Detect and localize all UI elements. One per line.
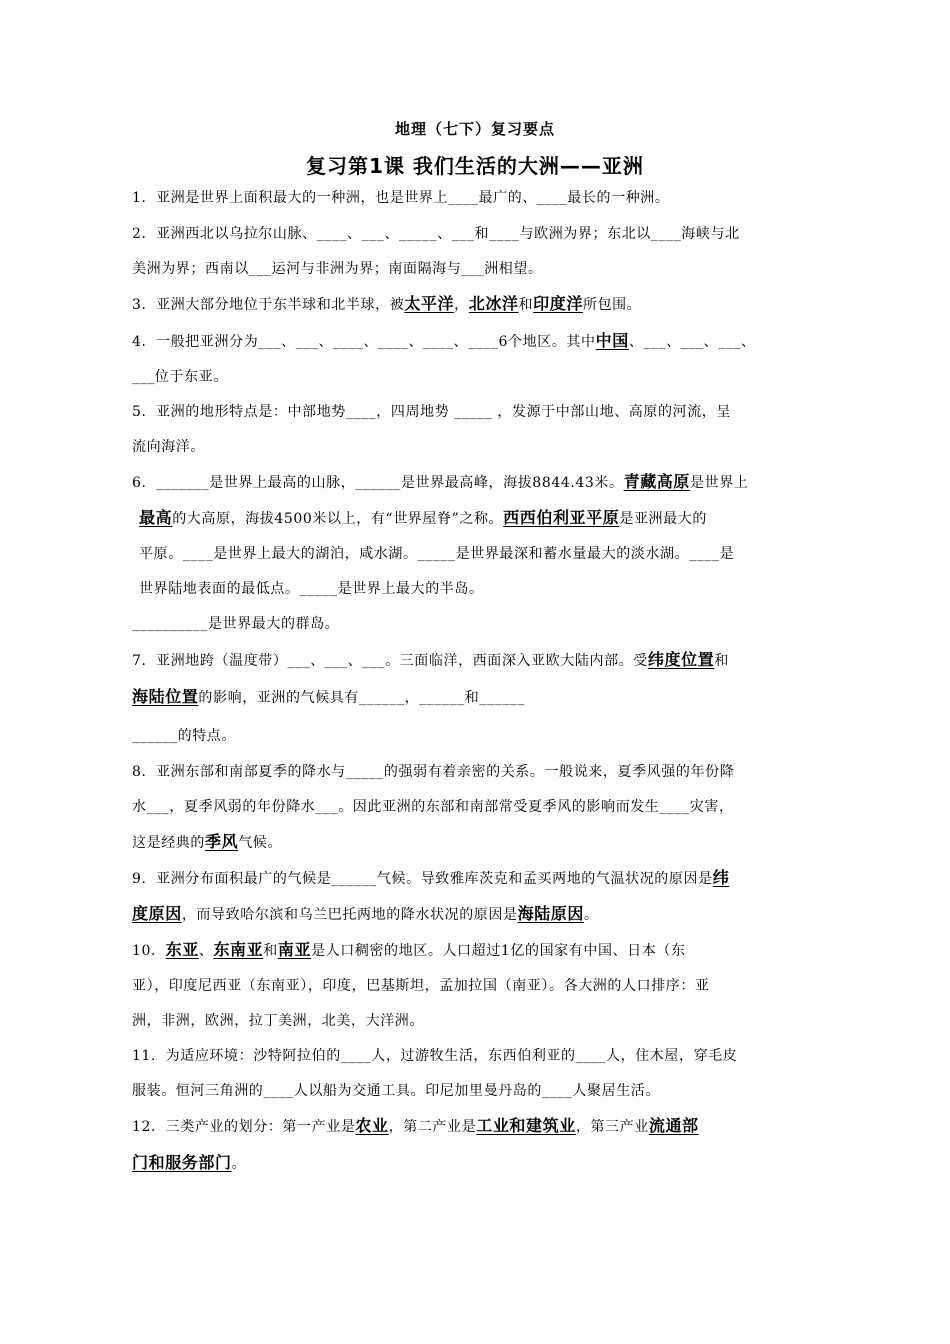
item-4-line-1: 4．一般把亚洲分为___、___、____、____、____、____6个地区。其中中国、___、___、___、	[132, 331, 756, 350]
item-9-line-2: 度原因，而导致哈尔滨和乌兰巴托两地的降水状况的原因是海陆原因。	[132, 904, 599, 923]
document-title: 地理（七下）复习要点	[394, 120, 555, 138]
item-5-line-2: 流向海洋。	[132, 439, 205, 455]
item-6-line-2: 最高的大高原，海拔4500米以上，有“世界屋脊”之称。西西伯利亚平原是亚洲最大的	[139, 508, 707, 527]
answer-circulation-part2: 门和服务部门	[132, 1153, 232, 1172]
answer-west-siberian-plain: 西西伯利亚平原	[503, 508, 620, 527]
answer-agriculture: 农业	[355, 1116, 389, 1135]
answer-china: 中国	[595, 331, 629, 350]
item-2-line-2: 美洲为界；西南以___运河与非洲为界；南面隔海与___洲相望。	[132, 261, 543, 277]
item-7-line-1: 7．亚洲地跨（温度带）___、___、___。三面临洋，西面深入亚欧大陆内部。受纬度位置和	[132, 650, 729, 669]
item-12-line-2: 门和服务部门。	[132, 1153, 247, 1172]
item-7-line-3: ______的特点。	[132, 728, 236, 744]
answer-highest: 最高	[139, 508, 173, 527]
item-2-line-1: 2．亚洲西北以乌拉尔山脉、____、___、_____、___和____与欧洲为界；东北以____海峡与北	[132, 226, 740, 242]
item-6-line-3: 平原。____是世界上最大的湖泊，咸水湖。_____是世界最深和蓄水量最大的淡水湖。____是	[139, 546, 735, 562]
answer-latitude-reason-part2: 度原因	[132, 904, 182, 923]
item-3-line-1: 3．亚洲大部分地位于东半球和北半球，被太平洋，北冰洋和印度洋所包围。	[132, 294, 642, 313]
lesson-title: 复习第1课 我们生活的大洲——亚洲	[306, 154, 644, 178]
item-11-line-1: 11．为适应环境：沙特阿拉伯的____人，过游牧生活，东西伯利亚的____人，住木屋，穿毛皮	[132, 1048, 738, 1064]
item-4-line-2: ___位于东亚。	[132, 369, 228, 385]
item-7-line-2: 海陆位置的影响，亚洲的气候具有______，______和______	[132, 687, 526, 706]
item-6-line-4: 世界陆地表面的最低点。_____是世界上最大的半岛。	[139, 581, 484, 597]
item-10-line-2: 亚），印度尼西亚（东南亚），印度，巴基斯坦，孟加拉国（南亚）。各大洲的人口排序：亚	[132, 978, 710, 994]
answer-circulation-part1: 流通部	[648, 1116, 699, 1135]
item-12-line-1: 12．三类产业的划分：第一产业是农业，第二产业是工业和建筑业，第三产业流通部	[132, 1116, 699, 1135]
item-9-line-1: 9．亚洲分布面积最广的气候是______气候。导致雅库茨克和孟买两地的气温状况的原因是纬	[132, 868, 730, 887]
item-1-line-1: 1．亚洲是世界上面积最大的一种洲，也是世界上____最广的、____最长的一种洲。	[132, 190, 670, 206]
answer-arctic-ocean: 北冰洋	[468, 294, 519, 313]
item-6-line-5: __________是世界最大的群岛。	[132, 616, 340, 632]
item-6-line-1: 6．_______是世界上最高的山脉，______是世界最高峰，海拔8844.43米。青藏高原是世界上	[132, 472, 749, 491]
answer-sea-land-position: 海陆位置	[132, 687, 199, 706]
item-8-line-2: 水___，夏季风弱的年份降水___。因此亚洲的东部和南部常受夏季风的影响而发生____灾害，	[132, 799, 734, 815]
answer-sea-land-reason: 海陆原因	[517, 904, 585, 923]
answer-latitude-position: 纬度位置	[647, 650, 715, 669]
answer-southeast-asia: 东南亚	[213, 940, 264, 959]
answer-latitude-reason-part1: 纬	[712, 868, 730, 887]
item-10-line-3: 洲，非洲，欧洲，拉丁美洲，北美，大洋洲。	[132, 1013, 424, 1029]
answer-pacific-ocean: 太平洋	[404, 294, 455, 313]
answer-east-asia: 东亚	[165, 940, 199, 959]
answer-monsoon: 季风	[205, 832, 239, 851]
item-5-line-1: 5．亚洲的地形特点是：中部地势____，四周地势 _____ ，发源于中部山地、高原的河流，呈	[132, 404, 732, 420]
answer-industry-construction: 工业和建筑业	[476, 1116, 576, 1135]
answer-indian-ocean: 印度洋	[533, 294, 583, 313]
item-10-line-1: 10．东亚、东南亚和南亚是人口稠密的地区。人口超过1亿的国家有中国、日本（东	[132, 940, 686, 959]
answer-south-asia: 南亚	[277, 940, 312, 959]
answer-tibetan-plateau: 青藏高原	[623, 472, 691, 491]
item-8-line-3: 这是经典的季风气候。	[132, 832, 283, 851]
item-11-line-2: 服装。恒河三角洲的____人以船为交通工具。印尼加里曼丹岛的____人聚居生活。	[132, 1083, 660, 1099]
item-8-line-1: 8．亚洲东部和南部夏季的降水与_____的强弱有着亲密的关系。一般说来，夏季风强的年份降	[132, 764, 735, 780]
